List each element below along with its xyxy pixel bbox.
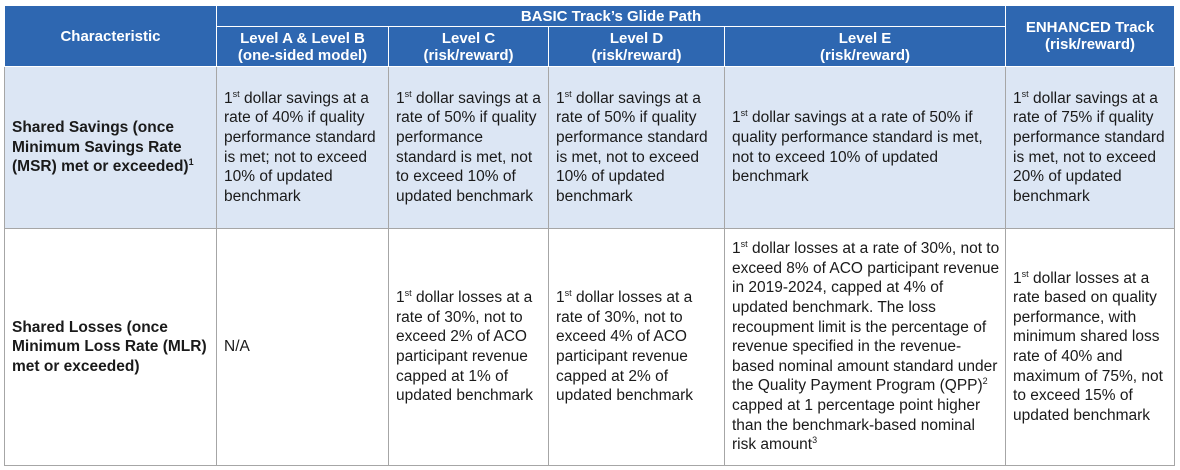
row-shared-losses <box>5 229 1175 466</box>
header-enhanced-track <box>1006 6 1175 67</box>
header-characteristic: Characteristic <box>5 6 217 67</box>
row-shared-savings <box>5 67 1175 229</box>
cell-savings-level-ab: 1st dollar savings at a rate of 40% if quality performance standard is met; not to exceed 10% of updated benchmark <box>217 67 389 229</box>
cell-losses-level-c: 1st dollar losses at a rate of 30%, not to exceed 2% of ACO participant revenue capped at 1% of updated benchmark <box>389 229 549 466</box>
cell-savings-level-c: 1st dollar savings at a rate of 50% if quality performance standard is met, not to exceed 10% of updated benchmark <box>389 67 549 229</box>
cell-savings-level-d: 1st dollar savings at a rate of 50% if quality performance standard is met, not to exceed 10% of updated benchmark <box>549 67 725 229</box>
cell-savings-enhanced: 1st dollar savings at a rate of 75% if quality performance standard is met, not to exceed 20% of updated benchmark <box>1006 67 1175 229</box>
enhanced-title: ENHANCED Track <box>1025 19 1155 36</box>
header-level-ab: Level A & Level B (one-sided model) <box>217 27 389 67</box>
cell-losses-enhanced: 1st dollar losses at a rate based on quality performance, with minimum shared loss rate of 40% and maximum of 75%, not to exceed 15% of updated benchmark <box>1006 229 1175 466</box>
header-basic-track: BASIC Track’s Glide Path <box>217 6 1006 27</box>
row-label-shared-savings: Shared Savings (once Minimum Savings Rate (MSR) met or exceeded)$^1$ <box>5 67 217 229</box>
header-level-d: Level D (risk/reward) <box>549 27 725 67</box>
header-level-c: Level C (risk/reward) <box>389 27 549 67</box>
header-level-e: Level E (risk/reward) <box>725 27 1006 67</box>
row-label-shared-losses: Shared Losses (once Minimum Loss Rate (MLR) met or exceeded) <box>5 229 217 466</box>
cell-losses-level-e: 1st dollar losses at a rate of 30%, not to exceed 8% of ACO participant revenue in 2019-2024, capped at 4% of updated benchmark. The loss recoupment limit is the percentage of revenue specified in the revenue-based nominal amount standard under the Quality Payment Program (QPP)$^2$ capped at 1 percentage point higher than the benchmark-based nominal risk amount$^3$ <box>725 229 1006 466</box>
cell-losses-level-d: 1st dollar losses at a rate of 30%, not to exceed 4% of ACO participant revenue capped at 2% of updated benchmark <box>549 229 725 466</box>
cell-losses-level-ab: N/A <box>217 229 389 466</box>
cell-savings-level-e: 1st dollar savings at a rate of 50% if quality performance standard is met, not to exceed 10% of updated benchmark <box>725 67 1006 229</box>
glide-path-table <box>4 5 1175 466</box>
enhanced-subtitle: (risk/reward) <box>1045 36 1136 53</box>
